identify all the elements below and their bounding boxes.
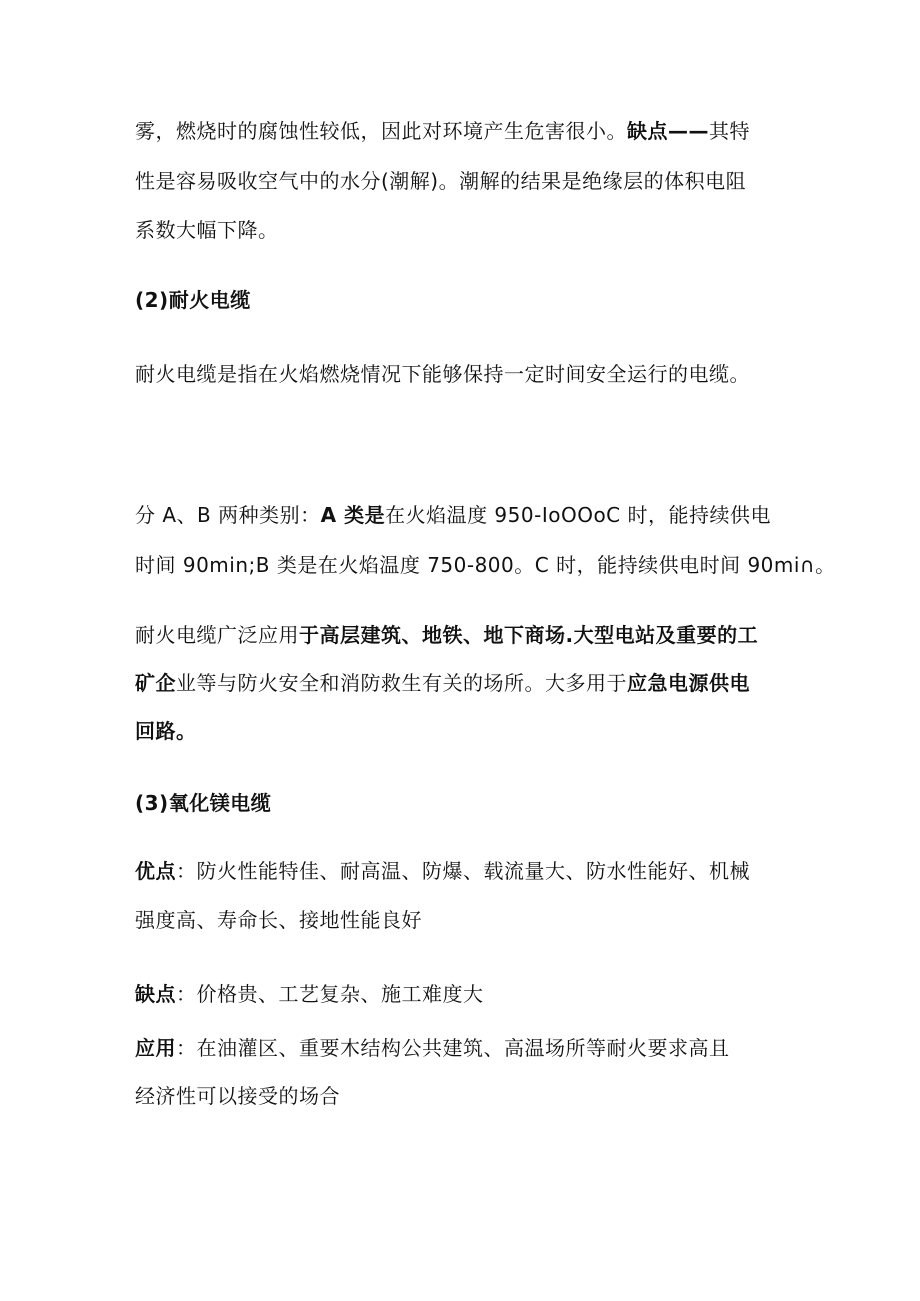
heading-fire-resistant-cable: (2)耐火电缆 xyxy=(135,288,251,312)
para4-bold-applications: 于高层建筑、地铁、地下商场.大型电站及重要的工 xyxy=(299,623,759,647)
para1-line2: 性是容易吸收空气中的水分(潮解)。潮解的结果是绝缘层的体积电阻 xyxy=(135,169,747,193)
cons-label: 缺点 xyxy=(135,982,176,1006)
para1-line3: 系数大幅下降。 xyxy=(135,218,279,242)
para4-bold-emergency: 应急电源供电 xyxy=(627,671,750,695)
pros-line1 xyxy=(135,858,750,884)
para1-cons-label: 缺点—— xyxy=(627,119,709,143)
para4-line1 xyxy=(135,622,758,648)
para3-line1 xyxy=(135,502,771,528)
para3-class-a-label: A 类是 xyxy=(320,503,386,527)
pros-text: ：防火性能特佳、耐高温、防爆、载流量大、防水性能好、机械 xyxy=(176,859,750,883)
para1-text-end: 其特 xyxy=(709,119,750,143)
para4-bold-mining: 矿企 xyxy=(135,671,176,695)
usage-line1 xyxy=(135,1035,730,1061)
para4-line2 xyxy=(135,670,750,696)
para3-text-end: 在火焰温度 950-IoOOoC 时，能持续供电 xyxy=(385,503,772,527)
para4-line3: 回路。 xyxy=(135,719,197,743)
para1-line1 xyxy=(135,118,750,144)
para3-text: 分 A、B 两种类别： xyxy=(135,503,321,527)
para3-line2: 时间 90min;B 类是在火焰温度 750-800。C 时，能持续供电时间 90mi∩。 xyxy=(135,553,836,577)
para4-text: 耐火电缆广泛应用 xyxy=(135,623,299,647)
cons-line xyxy=(135,981,484,1007)
para2-line1: 耐火电缆是指在火焰燃烧情况下能够保持一定时间安全运行的电缆。 xyxy=(135,362,750,386)
pros-label: 优点 xyxy=(135,859,176,883)
pros-line2: 强度高、寿命长、接地性能良好 xyxy=(135,908,422,932)
usage-label: 应用 xyxy=(135,1036,176,1060)
heading-mgo-cable: (3)氧化镁电缆 xyxy=(135,791,272,815)
cons-text: ：价格贵、工艺复杂、施工难度大 xyxy=(176,982,484,1006)
para4-text-mid: 业等与防火安全和消防救生有关的场所。大多用于 xyxy=(176,671,627,695)
usage-text: ：在油灌区、重要木结构公共建筑、高温场所等耐火要求高且 xyxy=(176,1036,730,1060)
para1-text: 雾，燃烧时的腐蚀性较低，因此对环境产生危害很小。 xyxy=(135,119,627,143)
usage-line2: 经济性可以接受的场合 xyxy=(135,1084,340,1108)
